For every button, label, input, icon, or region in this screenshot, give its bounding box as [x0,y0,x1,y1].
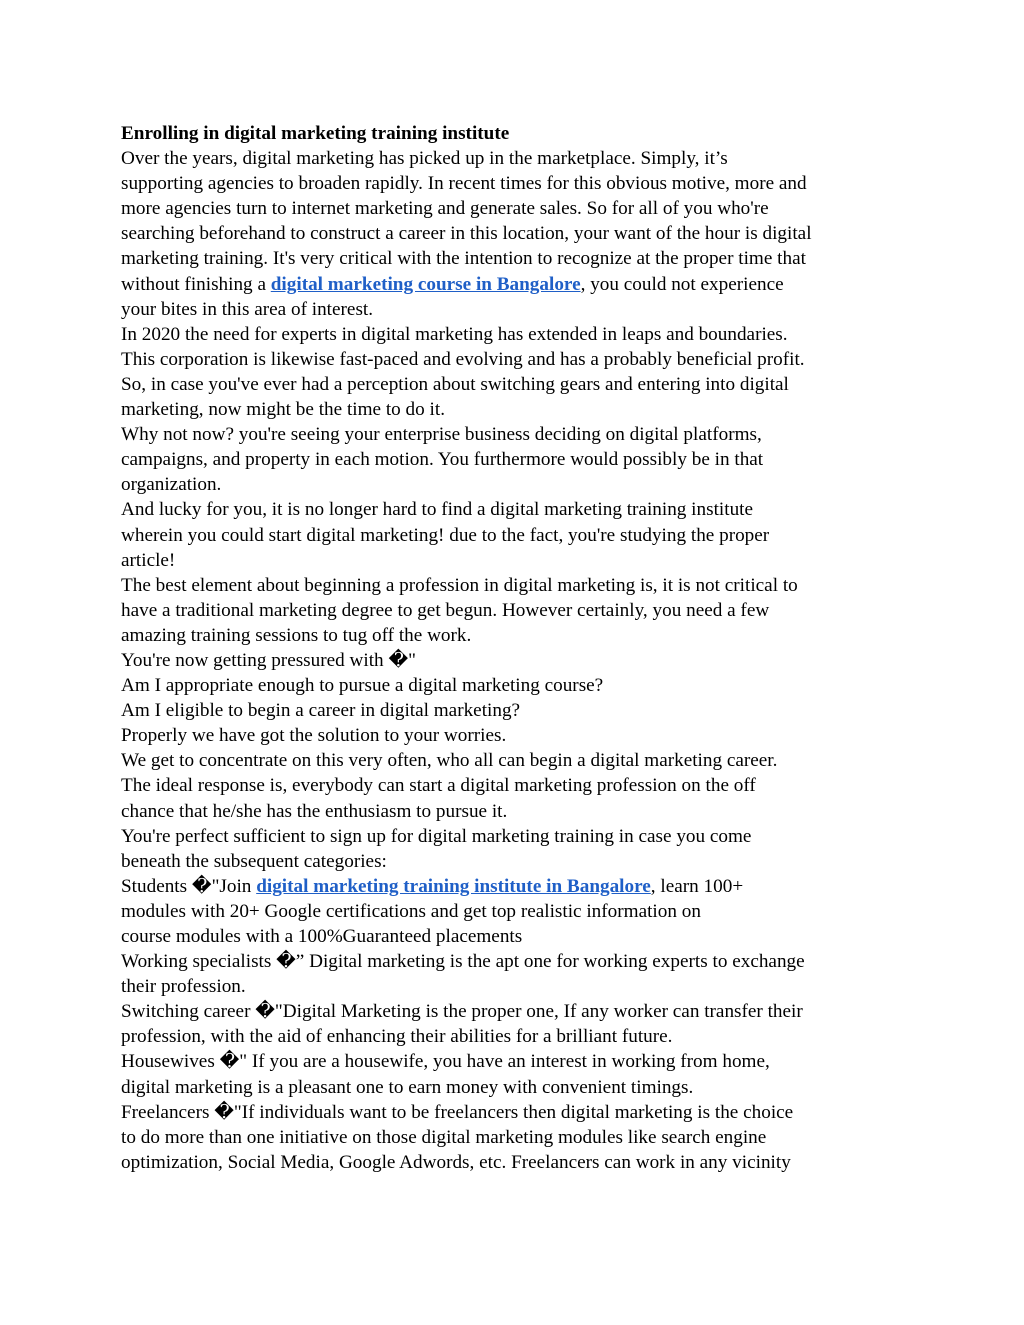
paragraph-line: wherein you could start digital marketing! due to the fact, you're studying the proper [121,524,770,546]
paragraph-line: modules with 20+ Google certifications and get top realistic information on [121,900,701,922]
paragraph-line: course modules with a 100%Guaranteed placements [121,926,523,947]
paragraph-line: their profession. [121,976,246,998]
line-text-after-link: , you could not experience [580,273,784,295]
paragraph-line: campaigns, and property in each motion. You furthermore would possibly be in that [121,449,764,471]
paragraph-line: In 2020 the need for experts in digital marketing has extended in leaps and boundaries. [121,323,788,345]
paragraph-line: And lucky for you, it is no longer hard to find a digital marketing training institute [121,499,754,521]
paragraph-line: Freelancers �"If individuals want to be freelancers then digital marketing is the choice [121,1101,794,1123]
paragraph-line: supporting agencies to broaden rapidly. In recent times for this obvious motive, more and [121,173,807,195]
paragraph-line: optimization, Social Media, Google Adwords, etc. Freelancers can work in any vicinity [121,1151,791,1173]
paragraph-line: Properly we have got the solution to your worries. [121,725,507,747]
paragraph-line: Am I appropriate enough to pursue a digital marketing course? [121,675,604,697]
paragraph-line: Over the years, digital marketing has picked up in the marketplace. Simply, it’s [121,148,728,170]
paragraph-line: You're now getting pressured with �" [121,649,416,671]
paragraph-line: Am I eligible to begin a career in digital marketing? [121,700,521,722]
paragraph-line: Why not now? you're seeing your enterprise business deciding on digital platforms, [121,424,762,446]
paragraph-line: The ideal response is, everybody can start a digital marketing profession on the off [121,775,756,797]
paragraph-line: article! [121,549,176,571]
paragraph-line: digital marketing is a pleasant one to earn money with convenient timings. [121,1076,694,1098]
line-text-after-link: , learn 100+ [650,875,744,897]
paragraph-line: Housewives �" If you are a housewife, you have an interest in working from home, [121,1051,770,1073]
paragraph-line: marketing, now might be the time to do it. [121,399,446,421]
paragraph-line: profession, with the aid of enhancing their abilities for a brilliant future. [121,1026,673,1048]
paragraph-line-with-link [121,874,911,899]
paragraph-line: marketing training. It's very critical with the intention to recognize at the proper time that [121,248,806,270]
paragraph-line: beneath the subsequent categories: [121,850,387,872]
paragraph-line: You're perfect sufficient to sign up for digital marketing training in case you come [121,825,752,847]
paragraph-line: Switching career �"Digital Marketing is the proper one, If any worker can transfer their [121,1001,803,1023]
institute-bangalore-link[interactable]: digital marketing training institute in Bangalore [256,875,651,897]
paragraph-line: This corporation is likewise fast-paced and evolving and has a probably beneficial profit. [121,348,805,370]
paragraph-line: to do more than one initiative on those digital marketing modules like search engine [121,1126,767,1148]
paragraph-line: So, in case you've ever had a perception about switching gears and entering into digital [121,373,789,395]
paragraph-line: The best element about beginning a profession in digital marketing is, it is not critical to [121,574,798,596]
paragraph-line: We get to concentrate on this very often, who all can begin a digital marketing career. [121,750,778,772]
paragraph-line: amazing training sessions to tug off the work. [121,624,472,646]
document-title: Enrolling in digital marketing training institute [121,123,510,144]
paragraph-line: searching beforehand to construct a career in this location, your want of the hour is digital [121,223,812,245]
paragraph-line-with-link [121,272,911,297]
course-bangalore-link[interactable]: digital marketing course in Bangalore [270,273,581,295]
paragraph-line: more agencies turn to internet marketing and generate sales. So for all of you who're [121,198,769,220]
line-text-before-link: without finishing a [121,273,271,295]
paragraph-line: have a traditional marketing degree to get begun. However certainly, you need a few [121,599,770,621]
paragraph-line: chance that he/she has the enthusiasm to pursue it. [121,800,508,822]
paragraph-line: organization. [121,474,222,496]
line-text-before-link: Students �"Join [121,875,257,897]
paragraph-line: your bites in this area of interest. [121,298,374,320]
document-body [121,121,911,1175]
paragraph-line: Working specialists �” Digital marketing is the apt one for working experts to exchange [121,951,805,973]
